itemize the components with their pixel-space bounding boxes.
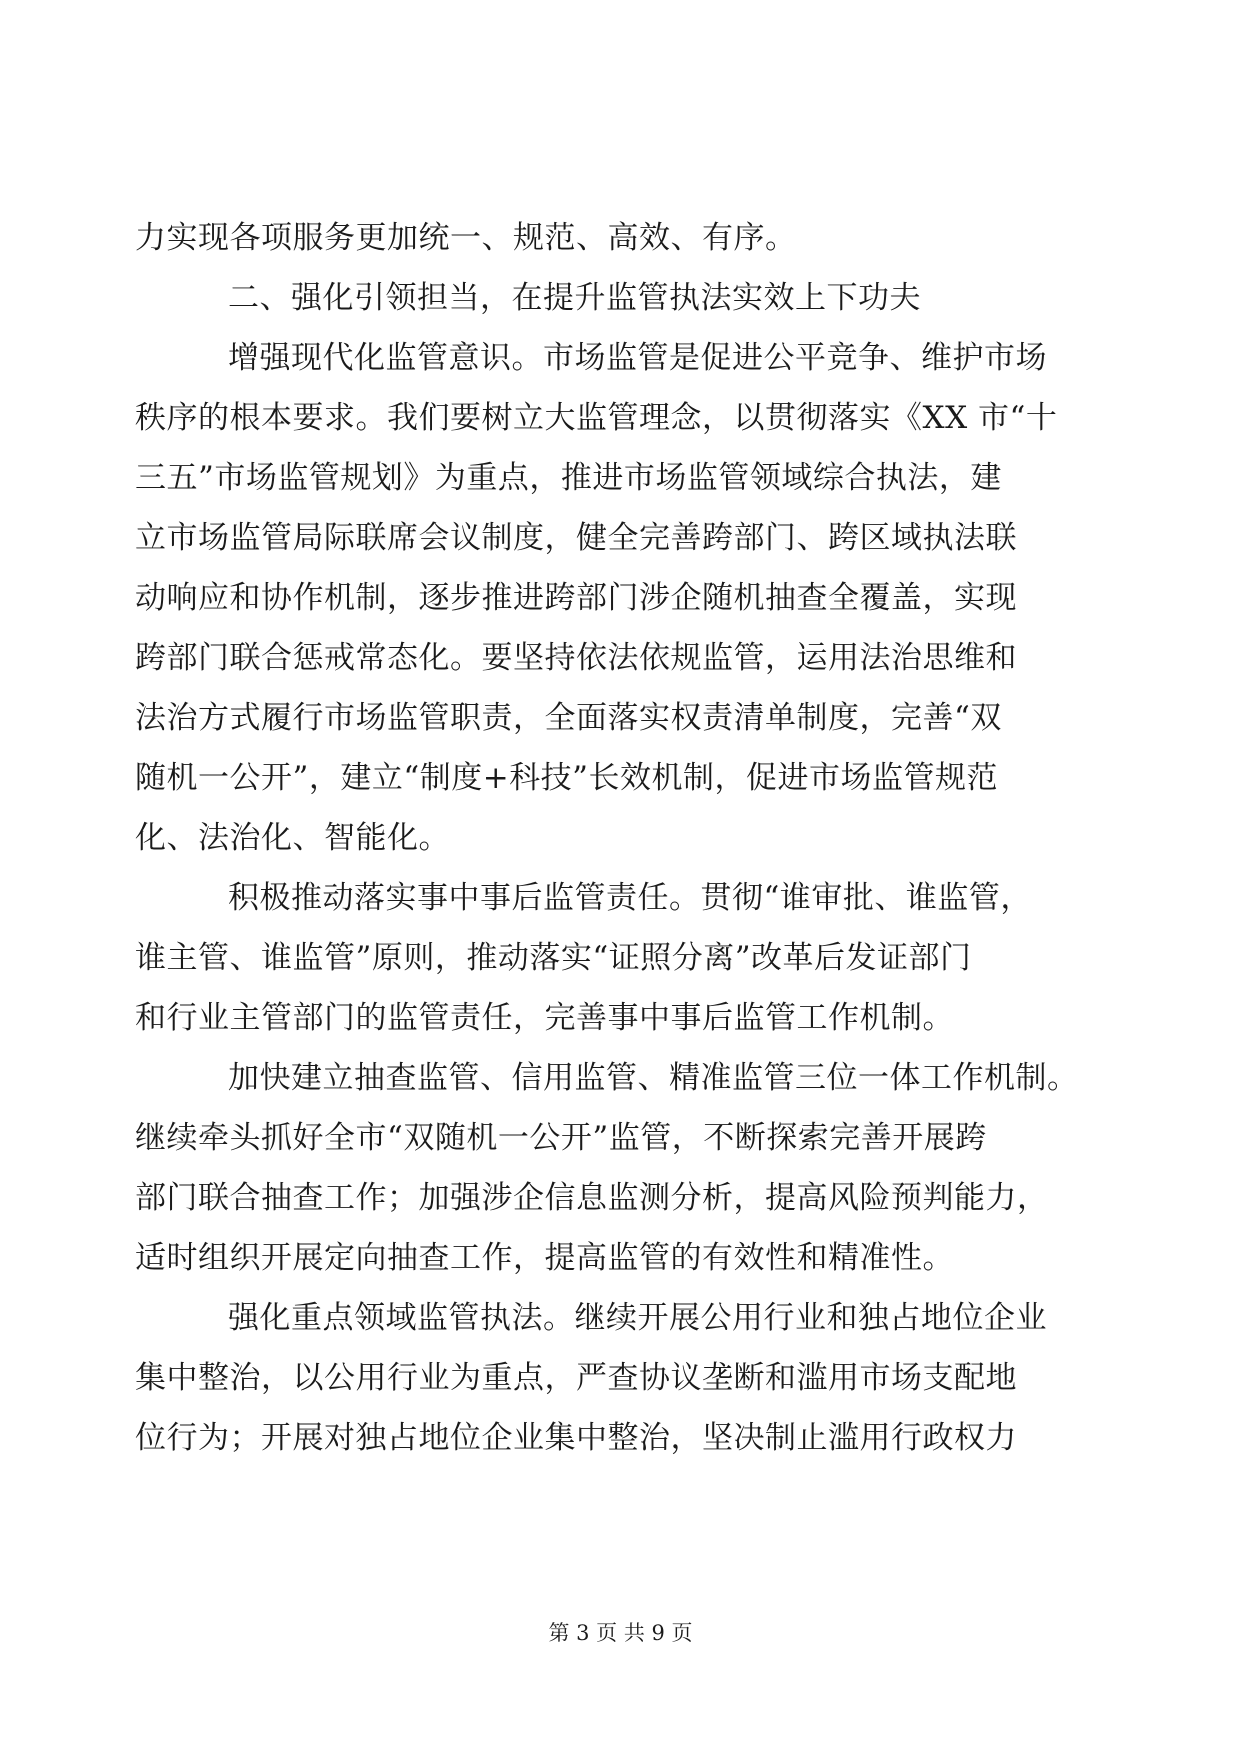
text-line-14: 和行业主管部门的监管责任，完善事中事后监管工作机制。: [135, 1000, 954, 1036]
page-number-footer: 第 3 页 共 9 页: [548, 1621, 693, 1645]
text-line-17: 部门联合抽查工作；加强涉企信息监测分析，提高风险预判能力，: [135, 1180, 1049, 1216]
section-heading: 二、强化引领担当，在提升监管执法实效上下功夫: [228, 280, 921, 316]
text-line-16: 继续牵头抓好全市“双随机一公开”监管，不断探索完善开展跨: [135, 1120, 987, 1156]
text-line-21: 位行为；开展对独占地位企业集中整治，坚决制止滥用行政权力: [135, 1420, 1017, 1456]
text-line-3: 增强现代化监管意识。市场监管是促进公平竞争、维护市场: [228, 340, 1047, 376]
text-line-15: 加快建立抽查监管、信用监管、精准监管三位一体工作机制。: [228, 1060, 1079, 1096]
text-line-19: 强化重点领域监管执法。继续开展公用行业和独占地位企业: [228, 1300, 1047, 1336]
text-line-13: 谁主管、谁监管”原则，推动落实“证照分离”改革后发证部门: [135, 940, 972, 976]
text-line-8: 跨部门联合惩戒常态化。要坚持依法依规监管，运用法治思维和: [135, 640, 1017, 676]
text-line-6: 立市场监管局际联席会议制度，健全完善跨部门、跨区域执法联: [135, 520, 1017, 556]
text-line-4: 秩序的根本要求。我们要树立大监管理念，以贯彻落实《XX 市“十: [135, 400, 1058, 436]
text-line-7: 动响应和协作机制，逐步推进跨部门涉企随机抽查全覆盖，实现: [135, 580, 1017, 616]
text-line-9: 法治方式履行市场监管职责，全面落实权责清单制度，完善“双: [135, 700, 1002, 736]
text-line-1: 力实现各项服务更加统一、规范、高效、有序。: [135, 220, 797, 256]
text-line-12: 积极推动落实事中事后监管责任。贯彻“谁审批、谁监管，: [228, 880, 1032, 916]
text-line-5: 三五”市场监管规划》为重点，推进市场监管领域综合执法，建: [135, 460, 1002, 496]
text-line-20: 集中整治，以公用行业为重点，严查协议垄断和滥用市场支配地: [135, 1360, 1017, 1396]
text-line-18: 适时组织开展定向抽查工作，提高监管的有效性和精准性。: [135, 1240, 954, 1276]
text-line-11: 化、法治化、智能化。: [135, 820, 450, 856]
text-line-10: 随机一公开”，建立“制度+科技”长效机制，促进市场监管规范: [135, 760, 999, 796]
